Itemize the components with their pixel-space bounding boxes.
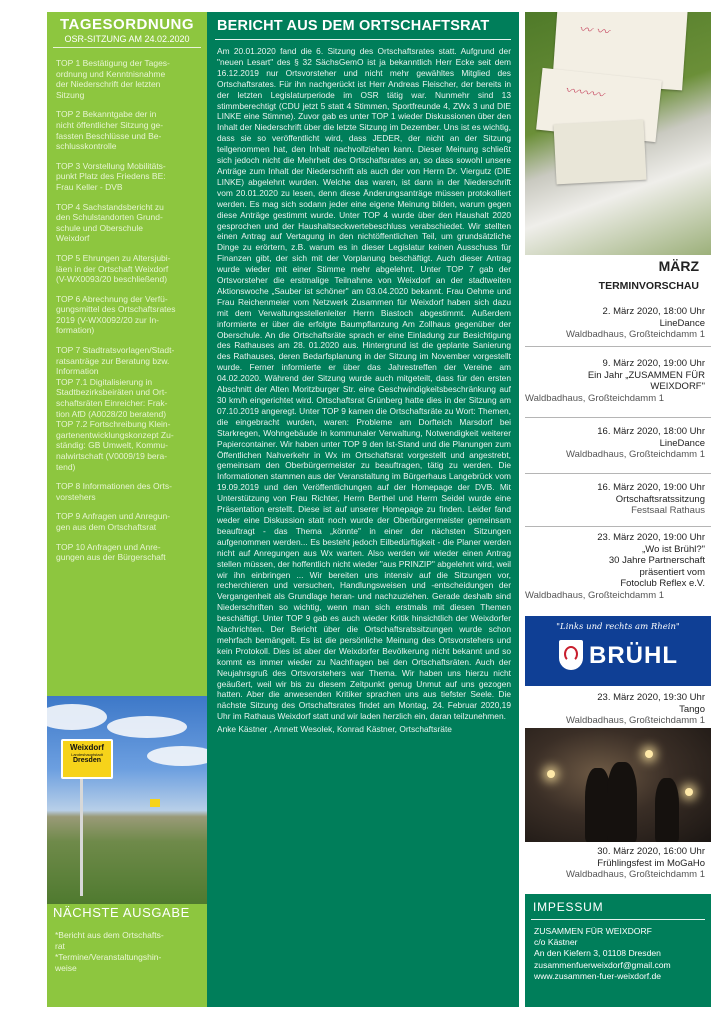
- divider: [215, 39, 511, 40]
- event-title: Tango: [679, 703, 705, 715]
- report-body: Am 20.01.2020 fand die 6. Sitzung des Ortschaftsrates statt. Aufgrund der "neuen Lesart" des § 32 SächsGemO ist ja bekanntlich Herr Ecke seit dem 16.12.2019 nur Ortsvorsteher und nicht mehr gewähltes Mitglied des Ortschaftsrates. Für ihn nachgerückt ist Herr Andreas Fleischer, der bereits in der letzten Legislaturperiode im OSR tätig war. Nunmehr sind 13 stimmberechtigt (CDU jetzt 5 statt 4 Stimmen, Sportfreunde 4, ZWx 3 und DIE LINKE eine Stimme). Zuvor gab es unter TOP 1 wieder Diskussionen über den Inhalt der Niederschrift über die letzte Sitzung im Dezember. Uns ist es wichtig, dass sie so veröffentlicht wird, dass JEDER, der nicht an der Sitzung teilgenommen hat, den Inhalt nachvollziehen kann. Dieser Meinung schließt sich jedoch nicht die Mehrheit des Ortschaftsrates an, so dass sowohl unsere Anträge zum Inhalt der Niederschrift als auch der von Herrn Dr. Viergutz (DIE LINKE) abgelehnt wurden. Welche das waren, ist dann in der Niederschrift vom 20.01.2020 zu lesen, denn diese Änderungsanträge müssen protokolliert werden. Es mag sich sodann jeder eine eigene Meinung bilden, warum gegen diese Anträge gestimmt wurde. Unter TOP 4 wurde über den Haushalt 2020 gesprochen und der Haushaltseckwertebeschluss verabschiedet. Wir stellten einen Antrag auf Vertagung in den nichtöffentlichen Teil, um grundsätzliche Dinge zu erörtern, z.B. warum es in dieser Legislatur keinen Ausschuss für Finanzen gibt, der sich mit der Vorplanung beschäftigt. Auch dieser Antrag wurde wieder mit einer Stimme mehr abgelehnt. Unter TOP 7 gab der Ortsvorsteher die erstmalige Teilnahme von Weixdorf an der stadtweiten Aktionswoche „Sauber ist schöner" am 03.04.2020 bekannt. Frau Oehme und Frau Reichenmeier vom Netzwerk Zusammen für Weixdorf haben sich dazu mit dem Verwaltungsstellenleiter Herrn Biastoch abgestimmt. Außerdem informierte er über die erfolgte Baumpflanzung Am Zollhaus gegenüber der Oberschule. An die Ortschaftsräte sprach er eine Einladung zur Besichtigung des Rathauses am 28. 01.2020 aus. Hintergrund ist die geplante Sanierung des Rathauses, deren Bedarfsplanung in der Sitzung im November vorgestellt wurde. Ferner informierte er über das Jahrestreffen der Vereine am 04.02.2020. Während der Sitzung wurde auch mitgeteilt, dass für den ersten Abschnitt der Alten Moritzburger Str. eine Geschwindigkeitsbeschränkung auf 30 km/h eingerichtet wird. Ortschaftsrat Grünberg hatte dies in der Sitzung am 07.10.2019 angeregt. Unter TOP 9 kamen die Ortschaftsräte zu Wort: Themen, die eingebracht wurden, waren: Probleme am Dorfteich Marsdorf bei Starkregen, Wohngebäude in kommunaler Verwaltung, Notwendigkeit weiterer Papiercontainer. Wir haben unter TOP 9 den Ist-Stand und die Planungen zum Öffentlichen Nahverkehr in Wx im Ortschaftsrat vorgestellt und angestrebt, gemeinsam den Oberbürgermeister zu beauftragen, tätig zu werden. Die Informationen stammen aus der Veranstaltung im Bürgerhaus Langebrück vom 19.09.2019 und den Veröffentlichungen auf der Homepage der DVB. Mit Unterstützung von Frau Richter, Herrn Berthel und Herrn Seidel wurde eine Präsentation erstellt. Diese ist auf unserer Homepage zu finden. Leider fand weder eine Diskussion statt noch wurde der Oberbürgermeister gemeinsam beauftragt - das Thema „könnte" in einer der nächsten Sitzungen aufgenommen werden... Es besteht jedoch Eilbedürftigkeit - die Planer werden nicht auf Anregungen aus Wx warten. Also werden wir wieder einen Antrag stellen müssen, der hoffentlich nicht wieder "aus PRINZIP" abgelehnt wird, weil wir ihn einbringen ... Wir bereiten uns intensiv auf die Sitzungen vor, recherchieren und versuchen, Handlungsweisen und -entscheidungen der Vergangenheit als Grundlage heran- und nachzuziehen. Gerade deshalb sind Niederschriften so wichtig, wenn man sich erstmals mit diesen Themen beschäftigt. Unter TOP 9 gab es auch wieder Kritik hinsichtlich der Weixdorfer Nachrichten. Der Bericht über die Ortschaftsratssitzungen wurde schon mehrfach bemängelt. Es ist die persönliche Meinung des Ortsvorstehers und kein Protokoll. Dies ist aber der Weixdorfer Bevölkerung nicht bekannt und so kommt es immer wieder zu Nachfragen bei den Ortschaftsräten. Auch der Neujahrsgruß des Ortsvorstehers war Thema. Wir haben uns hierzu nicht geäußert, weil wir bis zu diesem Zeitpunkt genug Unmut auf uns gezogen hatten. Aber die anwesenden Kritiker sprachen uns aus tiefster Seele. Die nächste Sitzung des Ortschaftsrates findet am Montag, 24. Februar 2020,19 Uhr im Rathaus Weixdorf statt und wir laden herzlich ein, daran teilzunehmen.: [217, 46, 511, 722]
- weixdorf-sign-photo: [47, 696, 207, 904]
- event-date: 16. März 2020, 19:00 Uhr: [597, 482, 705, 493]
- next-issue-heading: NÄCHSTE AUSGABE: [53, 905, 190, 920]
- event-date: 23. März 2020, 19:30 Uhr: [597, 692, 705, 703]
- bruehl-banner: [525, 616, 711, 686]
- agenda-item: TOP 9 Anfragen und Anregun- gen aus dem Ortschaftsrat: [56, 511, 171, 532]
- cloud: [147, 746, 207, 766]
- event-location: Waldbadhaus, Großteichdamm 1: [525, 589, 665, 601]
- event-item: [525, 482, 705, 517]
- impressum-line: c/o Kästner: [534, 937, 578, 948]
- agenda-item: TOP 2 Bekanntgabe der in nicht öffentlicher Sitzung ge- fassten Beschlüsse und Be- schlusskontrolle: [56, 109, 164, 152]
- distant-sign: [150, 799, 160, 807]
- event-date: 30. März 2020, 16:00 Uhr: [597, 846, 705, 857]
- handwriting: 〰 〰: [578, 22, 610, 41]
- event-item: [525, 846, 705, 881]
- agenda-item: TOP 7.1 Digitalisierung in Stadtbezirksbeiräten und Ort- schaftsräten Einreicher: Frak- tion AfD (A0028/20 beratend): [56, 376, 168, 419]
- event-title: Ein Jahr „ZUSAMMEN FÜR: [587, 369, 705, 381]
- sign-district: Landeshauptstadt: [71, 752, 103, 757]
- agenda-item: TOP 8 Informationen des Orts- vorstehers: [56, 481, 172, 502]
- event-title: Frühlingsfest im MoGaHo: [597, 857, 705, 869]
- event-location: Festsaal Rathaus: [631, 505, 705, 516]
- agenda-item: TOP 10 Anfragen und Anre- gungen aus der Bürgerschaft: [56, 541, 166, 563]
- report-title: BERICHT AUS DEM ORTSCHAFTSRAT: [217, 18, 490, 34]
- report-authors: Anke Kästner , Annett Wesolek, Konrad Kästner, Ortschaftsräte: [217, 724, 452, 735]
- cloud: [107, 716, 187, 738]
- bruehl-wordmark: BRÜHL: [589, 642, 678, 669]
- dancer: [607, 762, 637, 842]
- lamp: [685, 788, 693, 796]
- sign-city: Dresden: [72, 757, 101, 764]
- event-title: Fotoclub Reflex e.V.: [620, 578, 705, 589]
- divider: [53, 47, 201, 48]
- event-date: 23. März 2020, 19:00 Uhr: [597, 532, 705, 543]
- divider: [525, 526, 711, 527]
- event-title: LineDance: [659, 317, 705, 329]
- agenda-item: TOP 7.2 Fortschreibung Klein- gartenentwicklungskonzept Zu- ständig: GB Umwelt, Kommu- nalwirtschaft (V0009/19 bera- tend): [56, 419, 174, 472]
- divider: [525, 346, 711, 347]
- handwriting: 〰〰〰: [563, 83, 605, 104]
- impressum-line: ZUSAMMEN FÜR WEIXDORF: [534, 926, 652, 936]
- sign-town: Weixdorf: [69, 743, 105, 752]
- event-location: Waldbadhaus, Großteichdamm 1: [565, 449, 705, 460]
- event-title: „Wo ist Brühl?": [642, 543, 705, 555]
- event-location: Waldbadhaus, Großteichdamm 1: [525, 392, 665, 404]
- agenda-item: TOP 1 Bestätigung der Tages- ordnung und Kenntnisnahme der Niederschrift der letzten Sitzung: [56, 58, 170, 100]
- agenda-item: TOP 3 Vorstellung Mobilitäts- punkt Platz des Friedens BE: Frau Keller - DVB: [56, 160, 166, 192]
- event-item: [525, 532, 705, 601]
- sticky-note: [553, 120, 646, 185]
- event-location: Waldbadhaus, Großteichdamm 1: [565, 329, 705, 340]
- event-date: 9. März 2020, 19:00 Uhr: [602, 358, 705, 369]
- website-link[interactable]: www.zusammen-fuer-weixdorf.de: [534, 970, 662, 981]
- agenda-item: TOP 5 Ehrungen zu Altersjubi- läen in der Ortschaft Weixdorf (V-WX0093/20 beschließend): [56, 252, 171, 285]
- event-title: LineDance: [659, 437, 705, 449]
- event-item: [525, 358, 705, 404]
- preview-heading: TERMINVORSCHAU: [598, 280, 699, 292]
- impressum-line: An den Kiefern 3, 01108 Dresden: [534, 948, 661, 959]
- event-title: präsentiert vom: [639, 566, 705, 578]
- event-title: WEIXDORF": [650, 381, 705, 392]
- agenda-item: TOP 6 Abrechnung der Verfü- gungsmittel des Ortschaftsrates 2019 (V-WX0092/20 zur In- formation): [56, 293, 176, 336]
- horseshoe-crest-icon: [559, 640, 583, 670]
- lamp: [547, 770, 555, 778]
- agenda-title: TAGESORDNUNG: [59, 16, 195, 33]
- dancer: [655, 778, 679, 842]
- report-column: [207, 12, 519, 1007]
- event-item: [525, 426, 705, 461]
- bruehl-slogan: "Links und rechts am Rhein": [556, 622, 680, 632]
- email-link[interactable]: zusammenfuerweixdorf@gmail.com: [534, 959, 671, 970]
- month-heading: MÄRZ: [658, 258, 699, 274]
- event-location: Waldbadhaus, Großteichdamm 1: [565, 715, 705, 726]
- event-date: 2. März 2020, 18:00 Uhr: [602, 306, 705, 317]
- events-column: [525, 12, 711, 1007]
- impressum-heading: IMPESSUM: [533, 900, 604, 914]
- event-item: [525, 306, 705, 341]
- sticky-notes-photo: [525, 12, 711, 255]
- event-title: 30 Jahre Partnerschaft: [608, 555, 705, 566]
- agenda-subtitle: OSR-SITZUNG AM 24.02.2020: [64, 34, 190, 44]
- event-title: Ortschaftsratssitzung: [615, 493, 705, 505]
- tango-dance-photo: [525, 728, 711, 842]
- event-item: [525, 692, 705, 727]
- town-sign: [61, 739, 113, 779]
- agenda-item: TOP 4 Sachstandsbericht zu den Schulstandorten Grund- schule und Oberschule Weixdorf: [56, 201, 164, 244]
- impressum-box: [525, 894, 711, 1007]
- next-issue-text: *Bericht aus dem Ortschafts- rat *Termine/Veranstaltungshin- weise: [55, 930, 164, 973]
- agenda-item: TOP 7 Stadtratsvorlagen/Stadt- ratsanträge zur Beratung bzw. Information: [56, 345, 175, 377]
- divider: [525, 417, 711, 418]
- divider: [525, 473, 711, 474]
- lamp: [645, 750, 653, 758]
- agenda-column: [47, 12, 207, 1007]
- event-location: Waldbadhaus, Großteichdamm 1: [565, 869, 705, 880]
- cloud: [47, 704, 107, 730]
- event-date: 16. März 2020, 18:00 Uhr: [597, 426, 705, 437]
- divider: [531, 919, 705, 920]
